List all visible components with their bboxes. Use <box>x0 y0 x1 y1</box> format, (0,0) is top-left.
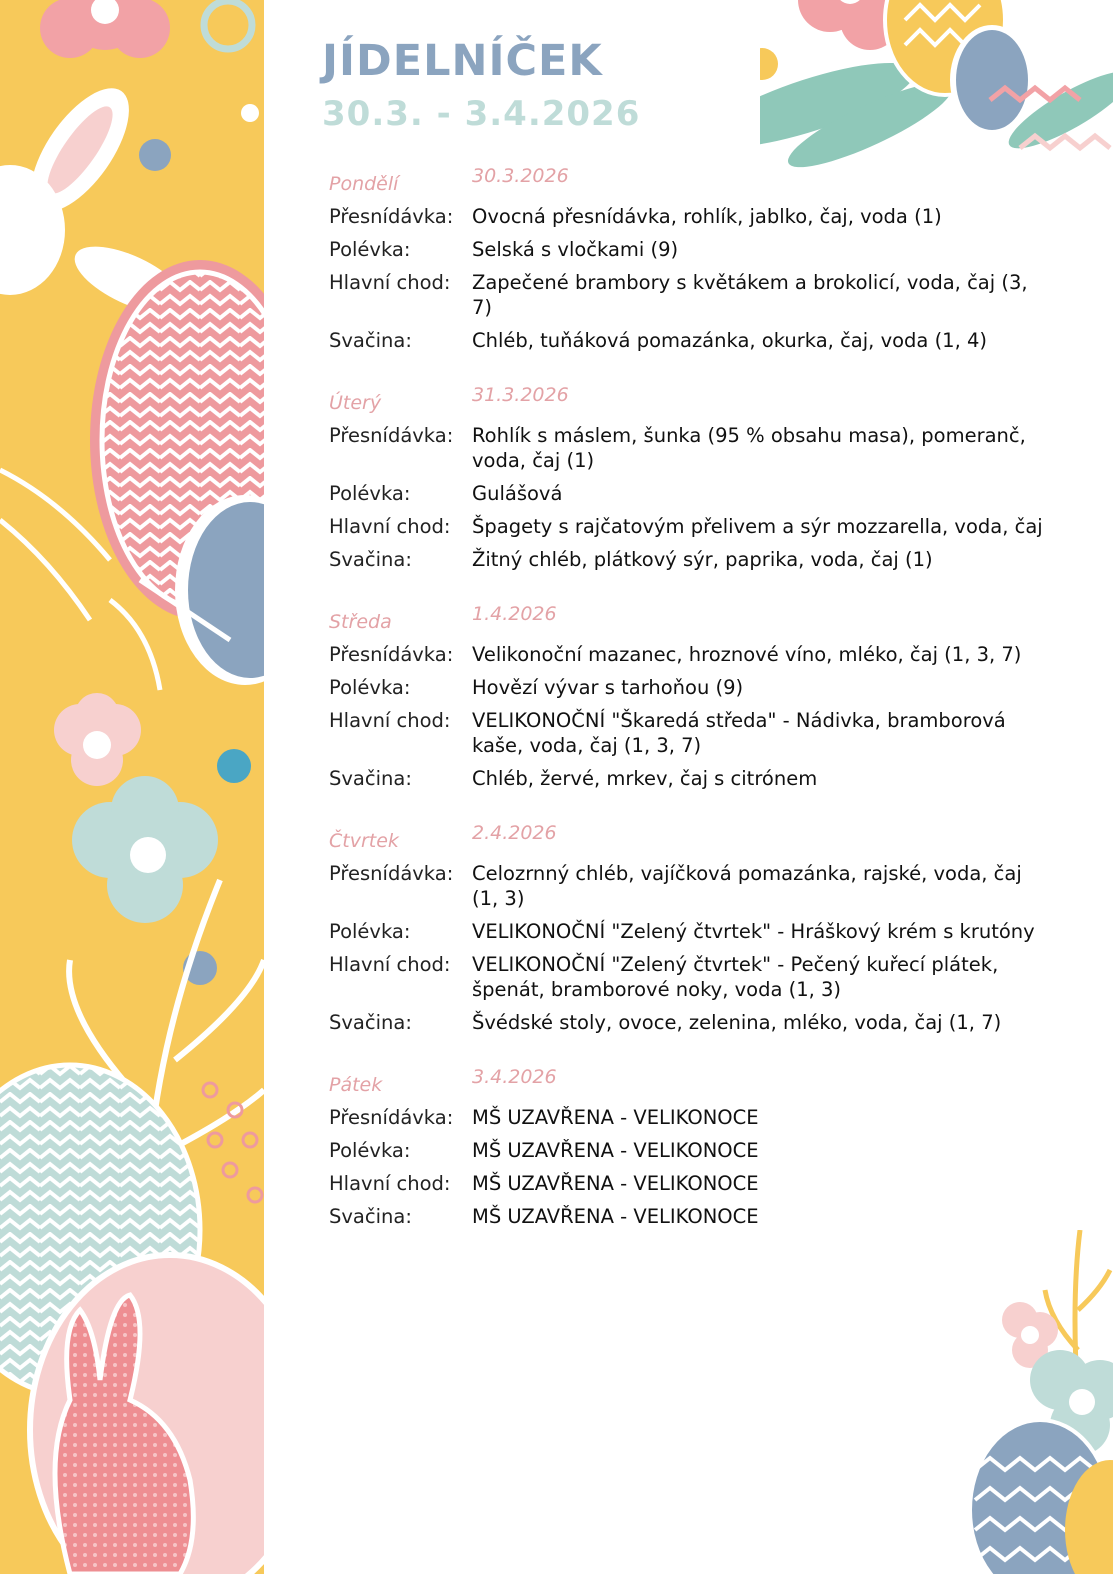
meal-label: Přesnídávka: <box>329 424 454 447</box>
meal-row <box>329 423 1059 473</box>
meal-value: Chléb, žervé, mrkev, čaj s citrónem <box>472 767 818 790</box>
meal-label: Svačina: <box>329 548 412 571</box>
flower-icon <box>40 0 170 58</box>
meal-row <box>329 1138 1059 1163</box>
meal-value: MŠ UZAVŘENA - VELIKONOCE <box>472 1205 759 1228</box>
meal-row <box>329 270 1059 320</box>
meal-row <box>329 204 1059 229</box>
meal-value: Hovězí vývar s tarhoňou (9) <box>472 676 744 699</box>
meal-label: Svačina: <box>329 329 412 352</box>
day-header <box>329 160 1059 196</box>
meal-value: VELIKONOČNÍ "Zelený čtvrtek" - Hráškový krém s krutóny <box>472 920 1035 943</box>
easter-decoration-panel <box>0 0 264 1574</box>
meal-value: Gulášová <box>472 482 563 505</box>
meal-value: Špagety s rajčatovým přelivem a sýr mozzarella, voda, čaj <box>472 515 1043 538</box>
meal-value: Chléb, tuňáková pomazánka, okurka, čaj, voda (1, 4) <box>472 329 987 352</box>
meal-value: Zapečené brambory s květákem a brokolicí, voda, čaj (3, 7) <box>472 271 1028 319</box>
day-date: 1.4.2026 <box>472 603 557 625</box>
meal-row <box>329 919 1059 944</box>
easter-decoration-top <box>760 0 1113 170</box>
meal-row <box>329 1105 1059 1130</box>
day-date: 2.4.2026 <box>472 822 557 844</box>
meal-label: Polévka: <box>329 920 411 943</box>
flower-icon <box>72 776 218 923</box>
meal-label: Hlavní chod: <box>329 953 451 976</box>
meal-value: MŠ UZAVŘENA - VELIKONOCE <box>472 1172 759 1195</box>
meal-row <box>329 1204 1059 1229</box>
date-range: 30.3. - 3.4.2026 <box>322 94 641 134</box>
meal-row <box>329 708 1059 758</box>
meal-row <box>329 952 1059 1002</box>
meal-row <box>329 1010 1059 1035</box>
meal-value: Selská s vločkami (9) <box>472 238 679 261</box>
meal-value: Rohlík s máslem, šunka (95 % obsahu masa), pomeranč, voda, čaj (1) <box>472 424 1026 472</box>
meal-label: Přesnídávka: <box>329 643 454 666</box>
easter-egg-icon <box>950 25 1034 135</box>
meal-label: Hlavní chod: <box>329 1172 451 1195</box>
meal-label: Svačina: <box>329 1205 412 1228</box>
meal-value: Ovocná přesnídávka, rohlík, jablko, čaj, voda (1) <box>472 205 942 228</box>
day-date: 31.3.2026 <box>472 384 569 406</box>
day-header <box>329 1061 1059 1097</box>
day-name: Úterý <box>329 392 382 414</box>
meal-row <box>329 514 1059 539</box>
meal-value: Žitný chléb, plátkový sýr, paprika, voda, čaj (1) <box>472 548 933 571</box>
meal-label: Přesnídávka: <box>329 205 454 228</box>
day-name: Středa <box>329 611 392 633</box>
meal-row <box>329 1171 1059 1196</box>
day-section <box>329 379 1059 572</box>
day-section <box>329 817 1059 1035</box>
day-section <box>329 598 1059 791</box>
day-section <box>329 160 1059 353</box>
meal-row <box>329 766 1059 791</box>
meal-value: MŠ UZAVŘENA - VELIKONOCE <box>472 1139 759 1162</box>
day-name: Pátek <box>329 1074 383 1096</box>
meal-label: Polévka: <box>329 676 411 699</box>
meal-label: Polévka: <box>329 238 411 261</box>
meal-value: Švédské stoly, ovoce, zelenina, mléko, voda, čaj (1, 7) <box>472 1011 1002 1034</box>
meal-value: VELIKONOČNÍ "Škaredá středa" - Nádivka, bramborová kaše, voda, čaj (1, 3, 7) <box>472 709 1006 757</box>
meal-row <box>329 547 1059 572</box>
meal-value: Celozrnný chléb, vajíčková pomazánka, rajské, voda, čaj (1, 3) <box>472 862 1022 910</box>
meal-label: Svačina: <box>329 767 412 790</box>
day-name: Pondělí <box>329 173 399 195</box>
meal-value: VELIKONOČNÍ "Zelený čtvrtek" - Pečený kuřecí plátek, špenát, bramborové noky, voda (1, 3) <box>472 953 999 1001</box>
meal-label: Polévka: <box>329 1139 411 1162</box>
meal-label: Polévka: <box>329 482 411 505</box>
meal-label: Hlavní chod: <box>329 515 451 538</box>
meal-row <box>329 481 1059 506</box>
day-header <box>329 817 1059 853</box>
easter-decoration-bottom <box>960 1230 1113 1574</box>
flower-icon <box>54 693 141 786</box>
weekly-menu <box>329 160 1059 1255</box>
meal-row <box>329 861 1059 911</box>
meal-row <box>329 642 1059 667</box>
meal-label: Hlavní chod: <box>329 271 451 294</box>
meal-row <box>329 237 1059 262</box>
meal-label: Přesnídávka: <box>329 862 454 885</box>
meal-label: Hlavní chod: <box>329 709 451 732</box>
day-header <box>329 598 1059 634</box>
meal-label: Svačina: <box>329 1011 412 1034</box>
meal-row <box>329 675 1059 700</box>
day-header <box>329 379 1059 415</box>
day-date: 3.4.2026 <box>472 1066 557 1088</box>
meal-row <box>329 328 1059 353</box>
meal-label: Přesnídávka: <box>329 1106 454 1129</box>
day-name: Čtvrtek <box>329 830 399 852</box>
day-section <box>329 1061 1059 1229</box>
meal-value: Velikonoční mazanec, hroznové víno, mléko, čaj (1, 3, 7) <box>472 643 1022 666</box>
page-title: JÍDELNÍČEK <box>322 36 603 86</box>
day-date: 30.3.2026 <box>472 165 569 187</box>
meal-value: MŠ UZAVŘENA - VELIKONOCE <box>472 1106 759 1129</box>
